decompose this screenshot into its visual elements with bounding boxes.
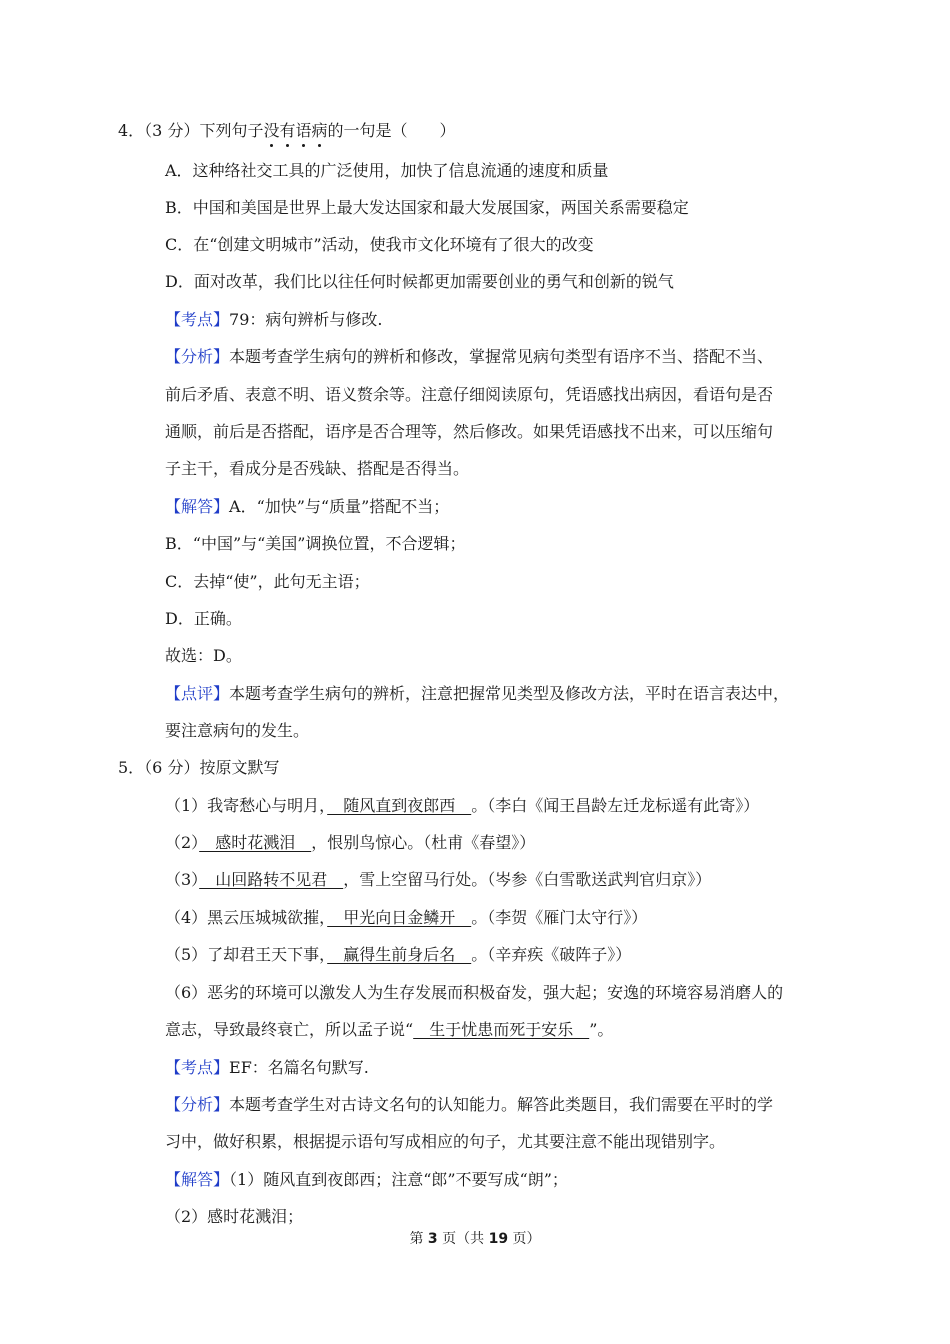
dianping-tag: 【点评】 xyxy=(165,684,230,703)
q4-fenxi-line-3: 通顺，前后是否搭配，语序是否合理等，然后修改。如果凭语感找不出来，可以压缩句 xyxy=(165,422,774,441)
q5-item-2-prompt: （2） xyxy=(165,833,200,852)
q4-jieda-line-2: B．“中国”与“美国”调换位置，不合逻辑； xyxy=(165,534,466,553)
kaodian-tag: 【考点】 xyxy=(165,1058,230,1077)
q5-item-1-source: 。（李白《闻王昌龄左迁龙标遥有此寄》） xyxy=(471,796,760,815)
q5-jieda-line-2: （2）感时花溅泪； xyxy=(165,1207,304,1226)
q4-fenxi-line-1 xyxy=(165,346,773,368)
q5-item-6-line-2 xyxy=(165,1019,613,1041)
q5-item-2-source: ，恨别鸟惊心。（杜甫《春望》） xyxy=(311,833,536,852)
q4-kaodian xyxy=(165,309,382,331)
fenxi-text: 本题考查学生病句的辨析和修改，掌握常见病句类型有语序不当、搭配不当、 xyxy=(229,347,774,366)
q4-emph-char-4: 病 xyxy=(311,121,328,140)
q5-item-5-answer: 赢得生前身后名 xyxy=(327,945,472,964)
jieda-text: （1）随风直到夜郎西；注意“郎”不要写成“朗”； xyxy=(229,1170,568,1189)
q5-item-6-prompt: 意志，导致最终衰亡，所以孟子说“ xyxy=(165,1020,414,1039)
jieda-tag: 【解答】 xyxy=(165,1170,230,1189)
q4-option-a: A．这种络社交工具的广泛使用，加快了信息流通的速度和质量 xyxy=(165,161,609,180)
q5-item-4-prompt: （4）黑云压城城欲摧， xyxy=(165,908,328,927)
q4-jieda-line-5: 故选：D。 xyxy=(165,646,242,665)
q5-item-5 xyxy=(165,944,631,966)
q5-item-4-answer: 甲光向日金鳞开 xyxy=(327,908,472,927)
q4-jieda-line-1 xyxy=(165,496,449,518)
q5-item-6-line-1: （6）恶劣的环境可以激发人为生存发展而积极奋发，强大起；安逸的环境容易消磨人的 xyxy=(165,983,784,1002)
q4-fenxi-line-4: 子主干，看成分是否残缺、搭配是否得当。 xyxy=(165,459,470,478)
q4-emph-char-3: 语 xyxy=(295,121,312,140)
q4-dianping-line-1 xyxy=(165,683,789,705)
q5-item-6-close: ”。 xyxy=(589,1020,614,1039)
q5-item-5-prompt: （5）了却君王天下事， xyxy=(165,945,328,964)
jieda-text: A．“加快”与“质量”搭配不当； xyxy=(229,497,450,516)
q4-jieda-line-3: C．去掉“使”，此句无主语； xyxy=(165,572,370,591)
q4-emph-char-2: 有 xyxy=(279,121,296,140)
q4-jieda-line-4: D．正确。 xyxy=(165,609,242,628)
fenxi-tag: 【分析】 xyxy=(165,347,230,366)
q5-item-4 xyxy=(165,907,647,929)
q5-item-1-prompt: （1）我寄愁心与明月， xyxy=(165,796,328,815)
q5-item-3-prompt: （3） xyxy=(165,870,200,889)
q4-option-d: D．面对改革，我们比以往任何时候都更加需要创业的勇气和创新的锐气 xyxy=(165,272,674,291)
q5-item-3 xyxy=(165,869,711,891)
dianping-text: 本题考查学生病句的辨析，注意把握常见类型及修改方法，平时在语言表达中， xyxy=(229,684,790,703)
q4-stem-suffix: 的一句是（ ） xyxy=(327,121,456,140)
footer-suffix: 页） xyxy=(508,1231,541,1247)
q5-item-3-source: ，雪上空留马行处。（岑参《白雪歌送武判官归京》） xyxy=(343,870,712,889)
footer-prefix: 第 xyxy=(409,1231,428,1247)
q5-item-4-source: 。（李贺《雁门太守行》） xyxy=(471,908,648,927)
fenxi-tag: 【分析】 xyxy=(165,1095,230,1114)
page-footer xyxy=(0,1228,950,1250)
question-4-stem xyxy=(118,120,456,142)
q5-item-6-answer: 生于忧患而死于安乐 xyxy=(413,1020,590,1039)
q5-item-2-answer: 感时花溅泪 xyxy=(199,833,312,852)
question-5-stem: 5．（6 分）按原文默写 xyxy=(118,758,280,777)
kaodian-text: EF：名篇名句默写. xyxy=(229,1058,369,1077)
q5-fenxi-line-1 xyxy=(165,1094,773,1116)
q5-fenxi-line-2: 习中，做好积累，根据提示语句写成相应的句子，尤其要注意不能出现错别字。 xyxy=(165,1132,726,1151)
q5-jieda-line-1 xyxy=(165,1169,568,1191)
page-total: 19 xyxy=(488,1231,509,1247)
kaodian-text: 79：病句辨析与修改. xyxy=(229,310,383,329)
q4-fenxi-line-2: 前后矛盾、表意不明、语义赘余等。注意仔细阅读原句，凭语感找出病因，看语句是否 xyxy=(165,385,774,404)
q5-item-2 xyxy=(165,832,535,854)
q5-kaodian xyxy=(165,1057,369,1079)
footer-middle: 页（共 xyxy=(437,1231,489,1247)
q5-item-1 xyxy=(165,795,759,817)
kaodian-tag: 【考点】 xyxy=(165,310,230,329)
fenxi-text: 本题考查学生对古诗文名句的认知能力。解答此类题目，我们需要在平时的学 xyxy=(229,1095,774,1114)
q4-option-b: B．中国和美国是世界上最大发达国家和最大发展国家，两国关系需要稳定 xyxy=(165,198,689,217)
q5-item-5-source: 。（辛弃疾《破阵子》） xyxy=(471,945,632,964)
q5-item-3-answer: 山回路转不见君 xyxy=(199,870,344,889)
q4-option-c: C．在“创建文明城市”活动，使我市文化环境有了很大的改变 xyxy=(165,235,594,254)
page-number: 3 xyxy=(427,1231,438,1247)
jieda-tag: 【解答】 xyxy=(165,497,230,516)
q4-dianping-line-2: 要注意病句的发生。 xyxy=(165,721,310,740)
q4-emph-char-1: 没 xyxy=(263,121,280,140)
q4-stem-emphasis xyxy=(263,121,327,140)
q5-item-1-answer: 随风直到夜郎西 xyxy=(327,796,472,815)
q4-stem-prefix: 4．（3 分）下列句子 xyxy=(118,121,264,140)
